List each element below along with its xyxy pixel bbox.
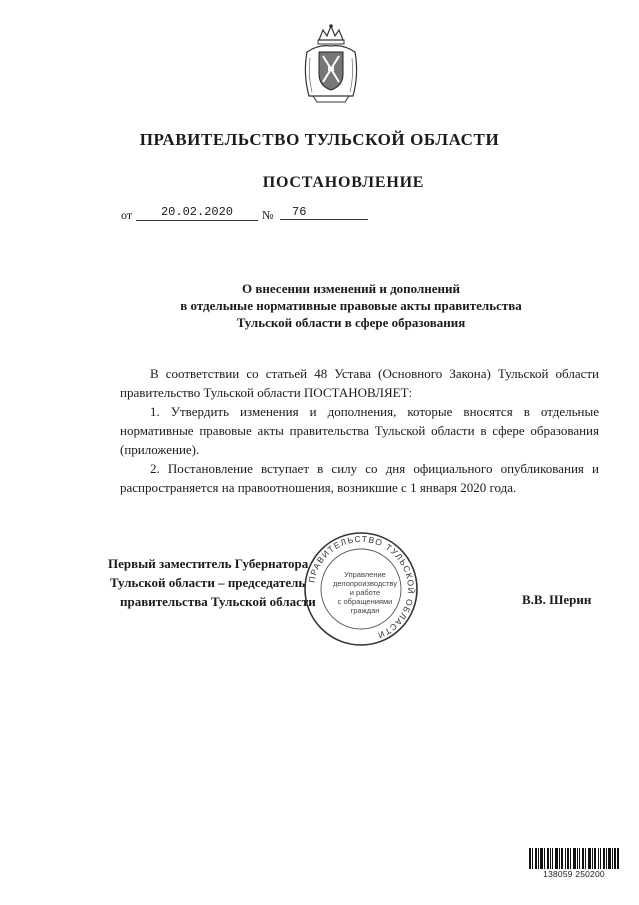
number-label: № (262, 208, 274, 222)
registration-date: 20.02.2020 (136, 205, 258, 221)
stamp-line: с обращениями (337, 597, 393, 606)
signer-position-line: Тульской области – председатель (110, 575, 306, 590)
title-line: О внесении изменений и дополнений (241, 281, 461, 296)
signature-block (108, 554, 316, 611)
stamp-inner-text (315, 570, 415, 615)
signer-name: В.В. Шерин (522, 592, 592, 607)
stamp-ring-text: ПРАВИТЕЛЬСТВО ТУЛЬСКОЙ ОБЛАСТИ (306, 533, 417, 641)
item-1-paragraph: 1. Утвердить изменения и дополнения, которые вносятся в отдельные нормативные правовые акты правительства Тульской области в сфере образования (приложение). (120, 404, 599, 457)
barcode-number: 138059 250200 (528, 869, 620, 879)
title-line: в отдельные нормативные правовые акты правительства (180, 298, 522, 313)
registration-line (0, 205, 639, 227)
organization-name: ПРАВИТЕЛЬСТВО ТУЛЬСКОЙ ОБЛАСТИ (139, 130, 500, 149)
stamp-line: делопроизводству (333, 579, 397, 588)
signer-position-line: правительства Тульской области (120, 594, 316, 609)
registration-number: 76 (280, 205, 368, 220)
date-label: от (121, 208, 133, 222)
stamp-line: Управление (344, 570, 386, 579)
document-title (0, 280, 639, 331)
stamp-line: граждан (350, 606, 380, 615)
preamble-paragraph: В соответствии со статьей 48 Устава (Основного Закона) Тульской области правительство Тульской области ПОСТАНОВЛЯЕТ: (120, 366, 599, 400)
signer-position-line: Первый заместитель Губернатора (108, 556, 309, 571)
coat-of-arms-icon (301, 22, 361, 104)
document-type: ПОСТАНОВЛЕНИЕ (262, 174, 425, 191)
document-body (120, 364, 599, 497)
title-line: Тульской области в сфере образования (236, 315, 466, 330)
item-2-paragraph: 2. Постановление вступает в силу со дня официального опубликования и распространяется на правоотношения, возникшие с 1 января 2020 года. (120, 461, 599, 495)
stamp-line: и работе (349, 588, 381, 597)
